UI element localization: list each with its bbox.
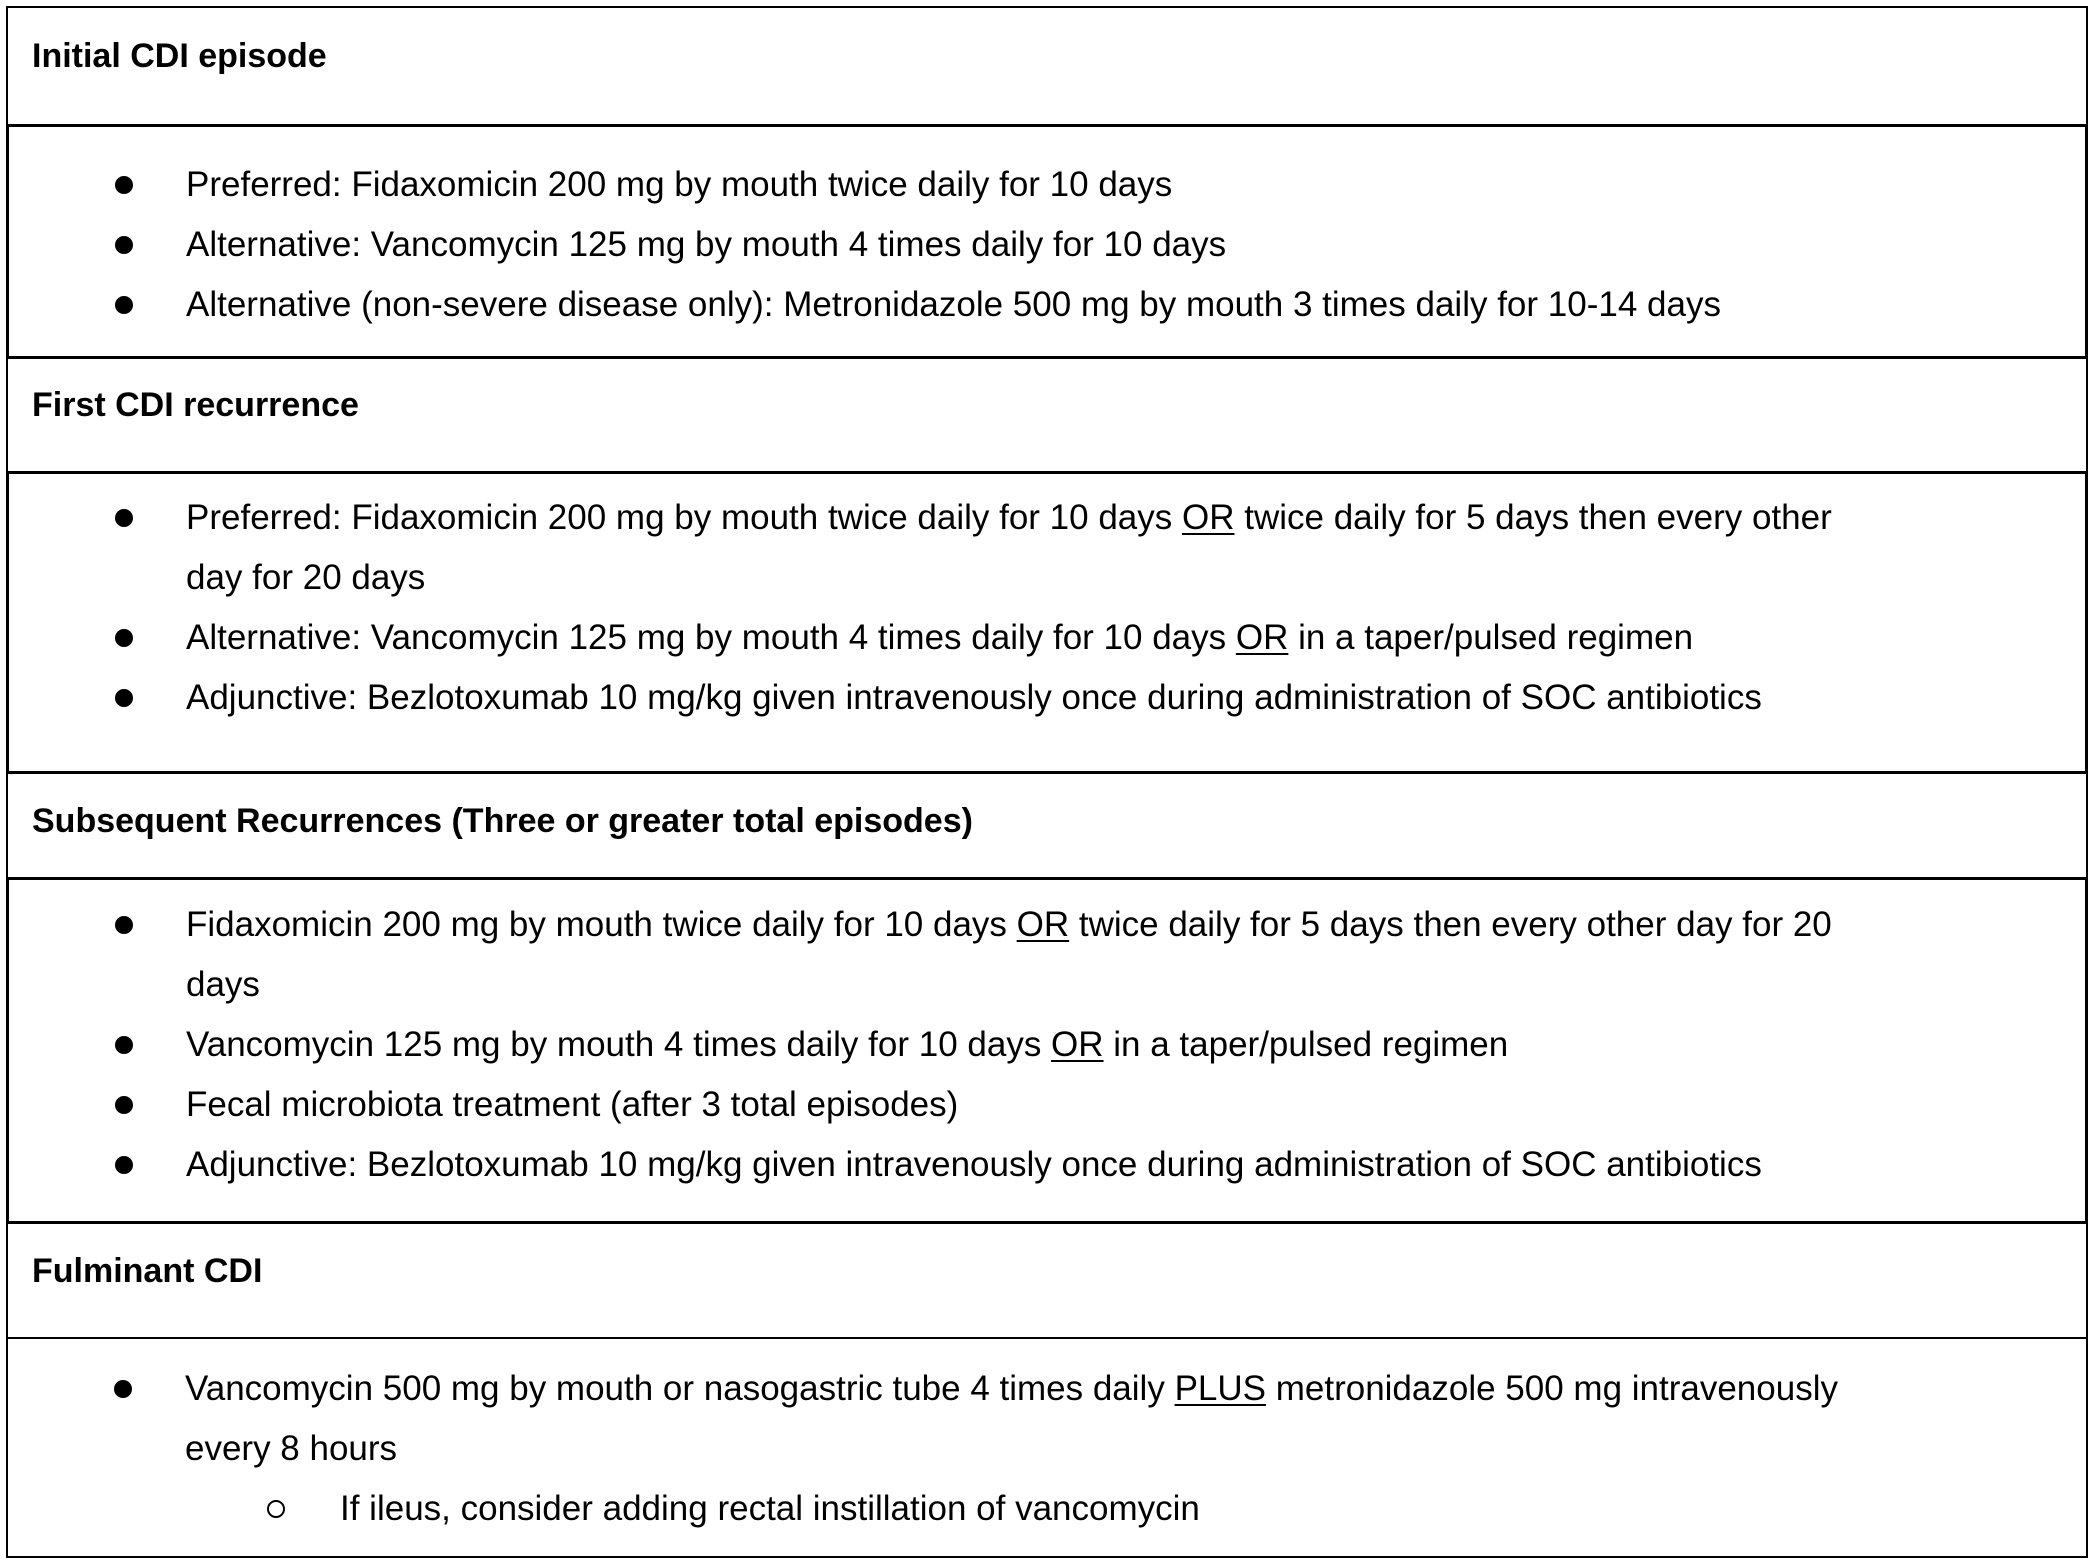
or-emphasis: OR	[1051, 1025, 1104, 1064]
bullet-icon	[115, 176, 133, 194]
bullet-icon	[115, 629, 133, 647]
section-body-fulminant	[6, 1337, 2088, 1558]
cdi-treatment-table	[6, 6, 2088, 1558]
section-body-first-recurrence	[6, 471, 2088, 774]
item-text: Alternative: Vancomycin 125 mg by mouth 4 times daily for 10 days OR in a taper/pulsed regimen	[186, 618, 1694, 657]
section-header-first-recurrence	[6, 358, 2088, 472]
sub-item-text: If ileus, consider adding rectal instillation of vancomycin	[340, 1489, 1200, 1528]
section-heading: First CDI recurrence	[32, 386, 359, 424]
section-body-initial	[6, 124, 2088, 359]
or-emphasis: OR	[1182, 498, 1235, 537]
bullet-icon	[114, 1380, 132, 1398]
item-text: Fidaxomicin 200 mg by mouth twice daily for 10 days OR twice daily for 5 days then every other day for 20	[186, 905, 1832, 944]
item-text: Adjunctive: Bezlotoxumab 10 mg/kg given intravenously once during administration of SOC antibiotics	[186, 1145, 1762, 1184]
item-text: Preferred: Fidaxomicin 200 mg by mouth twice daily for 10 days OR twice daily for 5 days then every other	[186, 498, 1832, 537]
bullet-icon	[115, 1156, 133, 1174]
item-text: Adjunctive: Bezlotoxumab 10 mg/kg given intravenously once during administration of SOC antibiotics	[186, 678, 1762, 717]
bullet-icon	[115, 509, 133, 527]
plus-emphasis: PLUS	[1174, 1369, 1266, 1408]
hollow-bullet-icon	[267, 1500, 285, 1518]
item-text-continuation: day for 20 days	[186, 558, 426, 597]
section-body-subsequent	[6, 877, 2088, 1224]
bullet-icon	[115, 916, 133, 934]
item-text: Vancomycin 125 mg by mouth 4 times daily for 10 days OR in a taper/pulsed regimen	[186, 1025, 1509, 1064]
section-heading: Initial CDI episode	[32, 37, 327, 75]
item-text-continuation: days	[186, 965, 260, 1004]
bullet-icon	[115, 1036, 133, 1054]
item-text: Fecal microbiota treatment (after 3 total episodes)	[186, 1085, 959, 1124]
section-heading: Subsequent Recurrences (Three or greater total episodes)	[32, 802, 973, 840]
bullet-icon	[115, 689, 133, 707]
item-text-continuation: every 8 hours	[185, 1429, 398, 1468]
section-header-subsequent	[6, 773, 2088, 878]
item-text: Alternative (non-severe disease only): Metronidazole 500 mg by mouth 3 times daily for 10-14 days	[186, 285, 1721, 324]
or-emphasis: OR	[1235, 618, 1289, 657]
item-text: Preferred: Fidaxomicin 200 mg by mouth twice daily for 10 days	[186, 165, 1173, 204]
bullet-icon	[115, 236, 133, 254]
item-text: Alternative: Vancomycin 125 mg by mouth 4 times daily for 10 days	[186, 225, 1227, 264]
or-emphasis: OR	[1016, 905, 1070, 944]
section-header-fulminant	[6, 1223, 2088, 1339]
bullet-icon	[115, 296, 133, 314]
item-text: Vancomycin 500 mg by mouth or nasogastric tube 4 times daily PLUS metronidazole 500 mg intravenously	[185, 1369, 1838, 1408]
bullet-icon	[115, 1096, 133, 1114]
section-heading: Fulminant CDI	[32, 1252, 263, 1290]
section-header-initial	[6, 6, 2088, 125]
